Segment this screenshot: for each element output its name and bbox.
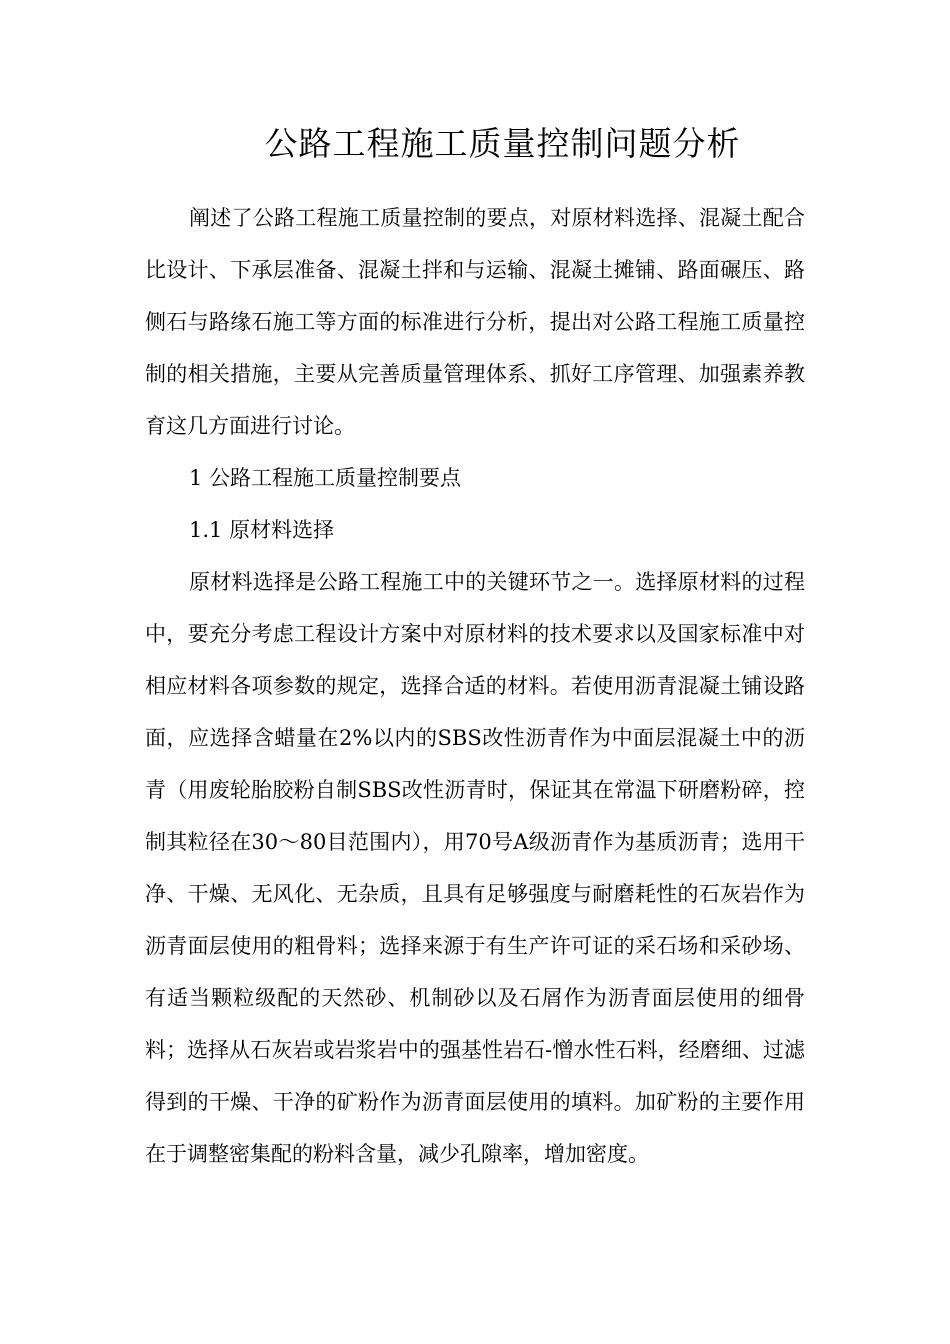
abstract-paragraph: 阐述了公路工程施工质量控制的要点，对原材料选择、混凝土配合比设计、下承层准备、混凝土拌和与运输、混凝土摊铺、路面碾压、路侧石与路缘石施工等方面的标准进行分析，提出对公路工程施工质量控制的相关措施，主要从完善质量管理体系、抓好工序管理、加强素养教育这几方面进行讨论。 xyxy=(145,206,805,438)
section-1-1-heading: 1.1 原材料选择 xyxy=(189,518,335,542)
document-title: 公路工程施工质量控制问题分析 xyxy=(264,124,741,163)
document-body xyxy=(145,192,805,1180)
section-1-1-paragraph: 原材料选择是公路工程施工中的关键环节之一。选择原材料的过程中，要充分考虑工程设计方案中对原材料的技术要求以及国家标准中对相应材料各项参数的规定，选择合适的材料。若使用沥青混凝土铺设路面，应选择含蜡量在2%以内的SBS改性沥青作为中面层混凝土中的沥青（用废轮胎胶粉自制SBS改性沥青时，保证其在常温下研磨粉碎，控制其粒径在30～80目范围内），用70号A级沥青作为基质沥青；选用干净、干燥、无风化、无杂质，且具有足够强度与耐磨耗性的石灰岩作为沥青面层使用的粗骨料；选择来源于有生产许可证的采石场和采砂场、有适当颗粒级配的天然砂、机制砂以及石屑作为沥青面层使用的细骨料；选择从石灰岩或岩浆岩中的强基性岩石-憎水性石料，经磨细、过滤得到的干燥、干净的矿粉作为沥青面层使用的填料。加矿粉的主要作用在于调整密集配的粉料含量，减少孔隙率，增加密度。 xyxy=(145,570,805,1166)
section-1-heading: 1 公路工程施工质量控制要点 xyxy=(189,466,462,490)
